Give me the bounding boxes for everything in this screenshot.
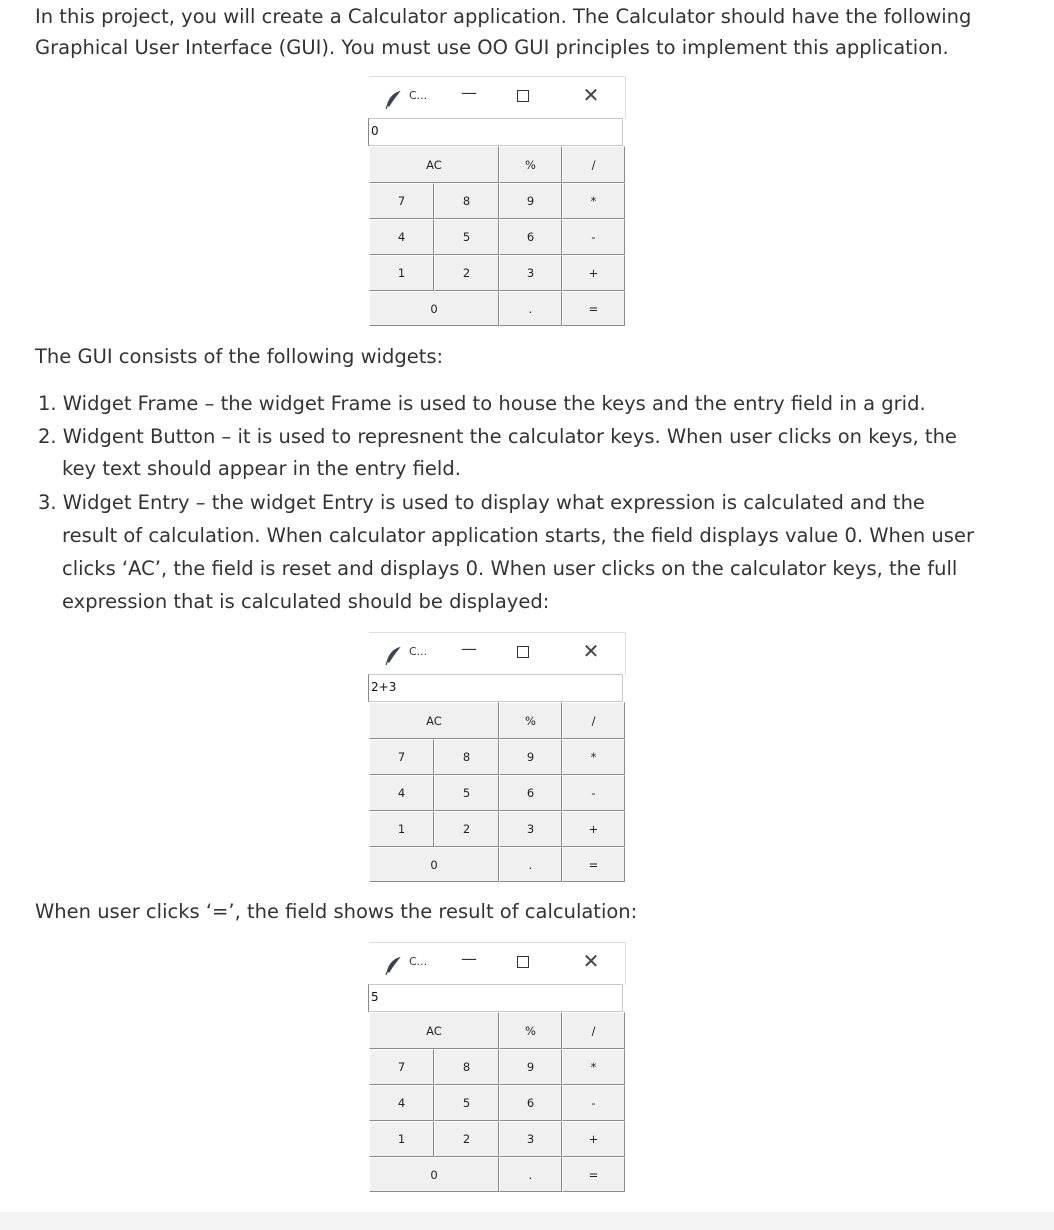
feather-icon [384,956,404,976]
key-plus[interactable]: + [562,811,625,847]
key-8[interactable]: 8 [434,1049,499,1085]
keypad-frame [369,146,625,326]
key-4[interactable]: 4 [369,775,434,811]
key-equals[interactable]: = [562,847,625,882]
key-1[interactable]: 1 [369,1121,434,1157]
key-9[interactable]: 9 [499,1049,562,1085]
window-titlebar [369,942,626,985]
key-6[interactable]: 6 [499,1085,562,1121]
key-0[interactable]: 0 [369,847,499,882]
entry-field[interactable] [368,118,623,146]
intro-line-1: In this project, you will create a Calculator application. The Calculator should have the following [35,5,972,28]
maximize-icon[interactable] [517,646,529,658]
key-2[interactable]: 2 [434,811,499,847]
calculator-window-initial [368,76,625,326]
key-divide[interactable]: / [562,146,625,183]
key-minus[interactable]: - [562,1085,625,1121]
key-ac[interactable]: AC [369,146,499,183]
key-minus[interactable]: - [562,219,625,255]
list-item-3-line-3: clicks ‘AC’, the field is reset and displays 0. When user clicks on the calculator keys, the full [62,557,958,580]
key-percent[interactable]: % [499,146,562,183]
key-4[interactable]: 4 [369,1085,434,1121]
calculator-window-result [368,942,625,1192]
key-multiply[interactable]: * [562,739,625,775]
list-item-1: 1. Widget Frame – the widget Frame is used to house the keys and the entry field in a grid. [38,392,926,415]
key-9[interactable]: 9 [499,739,562,775]
list-item-2-line-1: 2. Widgent Button – it is used to represnent the calculator keys. When user clicks on keys, the [38,425,957,448]
key-3[interactable]: 3 [499,811,562,847]
window-titlebar [369,632,626,675]
keypad-frame [369,1012,625,1192]
feather-icon [384,90,404,110]
maximize-icon[interactable] [517,956,529,968]
entry-value: 2+3 [371,680,397,694]
window-title: C... [409,89,428,102]
close-icon[interactable]: ✕ [582,949,600,973]
equals-description: When user clicks ‘=’, the field shows the result of calculation: [35,900,638,923]
list-item-3-line-1: 3. Widget Entry – the widget Entry is used to display what expression is calculated and the [38,491,925,514]
key-multiply[interactable]: * [562,183,625,219]
key-dot[interactable]: . [499,847,562,882]
entry-value: 5 [371,990,379,1004]
maximize-icon[interactable] [517,90,529,102]
intro-line-2: Graphical User Interface (GUI). You must use OO GUI principles to implement this application. [35,36,949,59]
page-bottom-band [0,1212,1054,1230]
key-8[interactable]: 8 [434,739,499,775]
list-item-2-line-2: key text should appear in the entry field. [62,457,461,480]
key-5[interactable]: 5 [434,775,499,811]
key-dot[interactable]: . [499,1157,562,1192]
key-divide[interactable]: / [562,702,625,739]
key-minus[interactable]: - [562,775,625,811]
key-3[interactable]: 3 [499,1121,562,1157]
close-icon[interactable]: ✕ [582,83,600,107]
minimize-icon[interactable]: — [461,639,477,658]
key-2[interactable]: 2 [434,1121,499,1157]
key-7[interactable]: 7 [369,739,434,775]
key-plus[interactable]: + [562,1121,625,1157]
key-ac[interactable]: AC [369,702,499,739]
key-2[interactable]: 2 [434,255,499,291]
key-ac[interactable]: AC [369,1012,499,1049]
key-6[interactable]: 6 [499,775,562,811]
key-8[interactable]: 8 [434,183,499,219]
key-0[interactable]: 0 [369,1157,499,1192]
minimize-icon[interactable]: — [461,949,477,968]
feather-icon [384,646,404,666]
key-1[interactable]: 1 [369,255,434,291]
key-0[interactable]: 0 [369,291,499,326]
key-multiply[interactable]: * [562,1049,625,1085]
window-title: C... [409,645,428,658]
key-equals[interactable]: = [562,1157,625,1192]
list-item-3-line-2: result of calculation. When calculator application starts, the field displays value 0. When user [62,524,974,547]
minimize-icon[interactable]: — [461,83,477,102]
entry-field[interactable] [368,984,623,1012]
key-5[interactable]: 5 [434,1085,499,1121]
window-title: C... [409,955,428,968]
key-percent[interactable]: % [499,1012,562,1049]
key-dot[interactable]: . [499,291,562,326]
calculator-window-expression [368,632,625,882]
keypad-frame [369,702,625,882]
key-5[interactable]: 5 [434,219,499,255]
key-1[interactable]: 1 [369,811,434,847]
entry-value: 0 [371,124,379,138]
window-titlebar [369,76,626,119]
close-icon[interactable]: ✕ [582,639,600,663]
list-item-3-line-4: expression that is calculated should be displayed: [62,590,550,613]
key-6[interactable]: 6 [499,219,562,255]
entry-field[interactable] [368,674,623,702]
key-plus[interactable]: + [562,255,625,291]
key-7[interactable]: 7 [369,1049,434,1085]
key-4[interactable]: 4 [369,219,434,255]
key-divide[interactable]: / [562,1012,625,1049]
key-equals[interactable]: = [562,291,625,326]
key-3[interactable]: 3 [499,255,562,291]
key-7[interactable]: 7 [369,183,434,219]
key-9[interactable]: 9 [499,183,562,219]
key-percent[interactable]: % [499,702,562,739]
widgets-heading: The GUI consists of the following widgets: [35,345,444,368]
